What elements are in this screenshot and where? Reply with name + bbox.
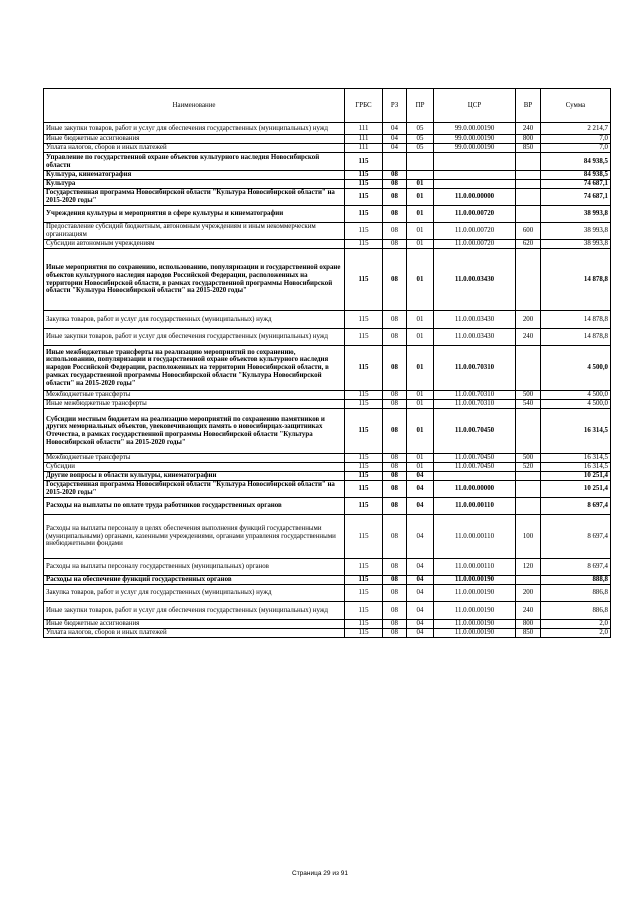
cell-rz: 08 (383, 585, 407, 602)
cell-vr (516, 171, 541, 180)
cell-grbs: 115 (345, 346, 383, 391)
cell-pr (407, 153, 434, 171)
cell-sum: 10 251,4 (541, 481, 611, 498)
cell-sum: 4 500,0 (541, 391, 611, 400)
cell-pr: 01 (407, 206, 434, 223)
cell-csr: 11.0.00.70310 (434, 346, 516, 391)
budget-table (43, 88, 611, 638)
cell-csr: 11.0.00.70450 (434, 409, 516, 454)
cell-sum: 14 878,8 (541, 311, 611, 329)
cell-rz: 08 (383, 206, 407, 223)
header-sum: Сумма (541, 89, 611, 123)
cell-csr: 11.0.00.00720 (434, 223, 516, 240)
cell-csr: 11.0.00.03430 (434, 311, 516, 329)
cell-grbs: 115 (345, 463, 383, 472)
cell-vr: 240 (516, 329, 541, 346)
table-row (44, 180, 611, 189)
cell-rz (383, 153, 407, 171)
cell-rz: 08 (383, 481, 407, 498)
cell-pr: 01 (407, 409, 434, 454)
cell-pr: 01 (407, 311, 434, 329)
table-row (44, 153, 611, 171)
cell-grbs: 115 (345, 602, 383, 620)
cell-pr: 01 (407, 180, 434, 189)
cell-csr: 11.0.00.00190 (434, 629, 516, 638)
cell-csr: 99.0.00.00190 (434, 135, 516, 144)
header-pr: ПР (407, 89, 434, 123)
cell-rz: 08 (383, 602, 407, 620)
cell-grbs: 115 (345, 576, 383, 585)
cell-name: Субсидии местным бюджетам на реализацию мероприятий по сохранению памятников и других мемориальных объектов, увековечивающих память о новосибирцах-защитниках Отечества, в рамках государственной программы Новосибирской области "Культура Новосибирской области" на 2015-2020 годы" (44, 409, 345, 454)
cell-name: Культура (44, 180, 345, 189)
cell-rz: 08 (383, 629, 407, 638)
cell-name: Иные межбюджетные трансферты на реализацию мероприятий по сохранению, использованию, популяризации и государственной охране объектов культурного наследия народов Российской Федерации, расположенных на территории Новосибирской области, в рамках государственной программы Новосибирской области "Культура Новосибирской области" на 2015-2020 годы" (44, 346, 345, 391)
cell-name: Управление по государственной охране объектов культурного наследия Новосибирской области (44, 153, 345, 171)
cell-rz: 04 (383, 144, 407, 153)
cell-sum: 16 314,5 (541, 409, 611, 454)
cell-sum: 38 993,8 (541, 240, 611, 249)
table-row (44, 206, 611, 223)
cell-name: Иные бюджетные ассигнования (44, 620, 345, 629)
cell-csr: 11.0.00.70310 (434, 391, 516, 400)
cell-vr (516, 189, 541, 206)
cell-name: Закупка товаров, работ и услуг для государственных (муниципальных) нужд (44, 311, 345, 329)
cell-rz: 08 (383, 189, 407, 206)
cell-vr: 850 (516, 144, 541, 153)
cell-pr: 04 (407, 585, 434, 602)
cell-grbs: 115 (345, 180, 383, 189)
cell-vr: 540 (516, 400, 541, 409)
cell-grbs: 111 (345, 144, 383, 153)
cell-grbs: 115 (345, 400, 383, 409)
cell-sum: 16 314,5 (541, 463, 611, 472)
cell-sum: 2 214,7 (541, 123, 611, 135)
cell-name: Иные закупки товаров, работ и услуг для обеспечения государственных (муниципальных) нужд (44, 123, 345, 135)
cell-vr: 800 (516, 620, 541, 629)
cell-grbs: 115 (345, 585, 383, 602)
cell-csr (434, 472, 516, 481)
cell-vr: 500 (516, 454, 541, 463)
cell-vr: 850 (516, 629, 541, 638)
cell-grbs: 115 (345, 329, 383, 346)
cell-vr: 520 (516, 463, 541, 472)
cell-vr: 240 (516, 602, 541, 620)
cell-vr (516, 346, 541, 391)
cell-name: Учреждения культуры и мероприятия в сфере культуры и кинематографии (44, 206, 345, 223)
cell-pr (407, 171, 434, 180)
cell-csr (434, 153, 516, 171)
cell-pr: 05 (407, 135, 434, 144)
cell-grbs: 111 (345, 123, 383, 135)
cell-rz: 08 (383, 454, 407, 463)
table-body (44, 123, 611, 638)
table-row (44, 189, 611, 206)
cell-rz: 08 (383, 311, 407, 329)
cell-name: Уплата налогов, сборов и иных платежей (44, 144, 345, 153)
cell-sum: 4 500,0 (541, 400, 611, 409)
cell-name: Иные закупки товаров, работ и услуг для обеспечения государственных (муниципальных) нужд (44, 329, 345, 346)
cell-rz: 08 (383, 346, 407, 391)
cell-name: Иные закупки товаров, работ и услуг для обеспечения государственных (муниципальных) нужд (44, 602, 345, 620)
cell-vr: 200 (516, 585, 541, 602)
header-grbs: ГРБС (345, 89, 383, 123)
cell-csr: 11.0.00.70310 (434, 400, 516, 409)
cell-csr: 11.0.00.00000 (434, 189, 516, 206)
cell-name: Закупка товаров, работ и услуг для государственных (муниципальных) нужд (44, 585, 345, 602)
cell-sum: 74 687,1 (541, 189, 611, 206)
table-row (44, 472, 611, 481)
cell-pr: 04 (407, 472, 434, 481)
cell-pr: 04 (407, 498, 434, 515)
cell-grbs: 115 (345, 189, 383, 206)
cell-name: Предоставление субсидий бюджетным, автономным учреждениям и иным некоммерческим организациям (44, 223, 345, 240)
cell-pr: 01 (407, 391, 434, 400)
table-row (44, 123, 611, 135)
cell-sum: 38 993,8 (541, 223, 611, 240)
cell-name: Культура, кинематография (44, 171, 345, 180)
table-row (44, 391, 611, 400)
cell-grbs: 115 (345, 153, 383, 171)
cell-grbs: 115 (345, 454, 383, 463)
cell-pr: 04 (407, 515, 434, 559)
cell-csr: 11.0.00.70450 (434, 463, 516, 472)
cell-grbs: 115 (345, 472, 383, 481)
cell-rz: 08 (383, 329, 407, 346)
cell-csr: 11.0.00.03430 (434, 249, 516, 311)
cell-csr: 99.0.00.00190 (434, 144, 516, 153)
cell-vr: 620 (516, 240, 541, 249)
cell-grbs: 115 (345, 240, 383, 249)
cell-pr: 04 (407, 559, 434, 576)
cell-csr: 11.0.00.00190 (434, 602, 516, 620)
cell-csr: 11.0.00.00000 (434, 481, 516, 498)
cell-name: Расходы на выплаты персоналу в целях обеспечения выполнения функций государственными (муниципальными) органами, казенными учреждениями, органами управления государственными внебюджетными фондами (44, 515, 345, 559)
cell-sum: 2,0 (541, 620, 611, 629)
cell-sum: 8 697,4 (541, 559, 611, 576)
header-rz: РЗ (383, 89, 407, 123)
cell-name: Иные бюджетные ассигнования (44, 135, 345, 144)
cell-csr (434, 171, 516, 180)
cell-sum: 84 938,5 (541, 171, 611, 180)
cell-grbs: 115 (345, 171, 383, 180)
table-row (44, 620, 611, 629)
cell-sum: 2,0 (541, 629, 611, 638)
cell-rz: 08 (383, 391, 407, 400)
cell-sum: 38 993,8 (541, 206, 611, 223)
cell-sum: 74 687,1 (541, 180, 611, 189)
cell-rz: 08 (383, 223, 407, 240)
cell-csr: 11.0.00.00190 (434, 585, 516, 602)
table-row (44, 576, 611, 585)
cell-pr: 01 (407, 189, 434, 206)
cell-vr: 120 (516, 559, 541, 576)
cell-grbs: 115 (345, 559, 383, 576)
header-csr: ЦСР (434, 89, 516, 123)
cell-name: Уплата налогов, сборов и иных платежей (44, 629, 345, 638)
cell-sum: 886,8 (541, 602, 611, 620)
cell-vr: 500 (516, 391, 541, 400)
table-row (44, 481, 611, 498)
table-row (44, 135, 611, 144)
cell-pr: 05 (407, 144, 434, 153)
cell-grbs: 115 (345, 515, 383, 559)
cell-name: Расходы на выплаты по оплате труда работников государственных органов (44, 498, 345, 515)
cell-rz: 08 (383, 409, 407, 454)
cell-name: Субсидии автономным учреждениям (44, 240, 345, 249)
cell-name: Расходы на выплаты персоналу государственных (муниципальных) органов (44, 559, 345, 576)
header-name: Наименование (44, 89, 345, 123)
cell-pr: 01 (407, 463, 434, 472)
cell-grbs: 115 (345, 629, 383, 638)
cell-pr: 01 (407, 346, 434, 391)
cell-grbs: 115 (345, 620, 383, 629)
cell-rz: 08 (383, 463, 407, 472)
cell-pr: 04 (407, 481, 434, 498)
cell-sum: 14 878,8 (541, 249, 611, 311)
table-row (44, 400, 611, 409)
cell-csr: 11.0.00.00190 (434, 620, 516, 629)
cell-sum: 16 314,5 (541, 454, 611, 463)
cell-rz: 08 (383, 576, 407, 585)
cell-rz: 08 (383, 400, 407, 409)
cell-name: Субсидии (44, 463, 345, 472)
cell-grbs: 115 (345, 311, 383, 329)
cell-name: Межбюджетные трансферты (44, 454, 345, 463)
cell-sum: 8 697,4 (541, 498, 611, 515)
table-row (44, 629, 611, 638)
cell-vr (516, 409, 541, 454)
table-row (44, 311, 611, 329)
table-row (44, 454, 611, 463)
cell-pr: 01 (407, 240, 434, 249)
cell-name: Расходы на обеспечение функций государственных органов (44, 576, 345, 585)
table-row (44, 515, 611, 559)
cell-csr: 11.0.00.00110 (434, 515, 516, 559)
table-row (44, 249, 611, 311)
table-row (44, 240, 611, 249)
cell-name: Иные мероприятия по сохранению, использованию, популяризации и государственной охране объектов культурного наследия народов Российской Федерации, расположенных на территории Новосибирской области, в рамках государственной программы Новосибирской области "Культура Новосибирской области" на 2015-2020 годы" (44, 249, 345, 311)
table-header-row (44, 89, 611, 123)
cell-grbs: 115 (345, 391, 383, 400)
cell-csr: 99.0.00.00190 (434, 123, 516, 135)
cell-vr (516, 576, 541, 585)
cell-rz: 08 (383, 515, 407, 559)
table-row (44, 171, 611, 180)
cell-pr: 01 (407, 400, 434, 409)
cell-sum: 7,0 (541, 144, 611, 153)
cell-csr: 11.0.00.00110 (434, 559, 516, 576)
cell-pr: 01 (407, 249, 434, 311)
cell-pr: 05 (407, 123, 434, 135)
cell-name: Государственная программа Новосибирской области "Культура Новосибирской области" на 2015-2020 годы" (44, 481, 345, 498)
cell-pr: 04 (407, 602, 434, 620)
cell-sum: 7,0 (541, 135, 611, 144)
cell-sum: 10 251,4 (541, 472, 611, 481)
table-row (44, 346, 611, 391)
cell-vr (516, 206, 541, 223)
table-row (44, 585, 611, 602)
cell-csr: 11.0.00.00720 (434, 206, 516, 223)
cell-rz: 08 (383, 249, 407, 311)
cell-csr: 11.0.00.00720 (434, 240, 516, 249)
cell-csr: 11.0.00.00190 (434, 576, 516, 585)
cell-vr (516, 180, 541, 189)
cell-pr: 04 (407, 620, 434, 629)
page-number: Страница 29 из 91 (292, 870, 348, 877)
cell-vr: 100 (516, 515, 541, 559)
table-row (44, 223, 611, 240)
cell-csr: 11.0.00.70450 (434, 454, 516, 463)
cell-grbs: 111 (345, 135, 383, 144)
header-vr: ВР (516, 89, 541, 123)
table-row (44, 498, 611, 515)
cell-csr: 11.0.00.00110 (434, 498, 516, 515)
cell-vr: 800 (516, 135, 541, 144)
cell-pr: 01 (407, 329, 434, 346)
cell-csr (434, 180, 516, 189)
cell-vr: 240 (516, 123, 541, 135)
cell-sum: 886,8 (541, 585, 611, 602)
cell-sum: 84 938,5 (541, 153, 611, 171)
cell-rz: 08 (383, 559, 407, 576)
cell-name: Другие вопросы в области культуры, кинематографии (44, 472, 345, 481)
cell-pr: 04 (407, 576, 434, 585)
cell-rz: 04 (383, 123, 407, 135)
cell-rz: 08 (383, 171, 407, 180)
table-row (44, 463, 611, 472)
cell-vr: 200 (516, 311, 541, 329)
cell-vr (516, 249, 541, 311)
cell-grbs: 115 (345, 206, 383, 223)
cell-pr: 01 (407, 223, 434, 240)
cell-rz: 08 (383, 180, 407, 189)
cell-rz: 08 (383, 472, 407, 481)
cell-pr: 04 (407, 629, 434, 638)
cell-rz: 08 (383, 498, 407, 515)
cell-pr: 01 (407, 454, 434, 463)
cell-rz: 08 (383, 620, 407, 629)
cell-grbs: 115 (345, 498, 383, 515)
table-row (44, 329, 611, 346)
table-row (44, 144, 611, 153)
cell-name: Государственная программа Новосибирской области "Культура Новосибирской области" на 2015-2020 годы" (44, 189, 345, 206)
cell-vr (516, 153, 541, 171)
cell-grbs: 115 (345, 481, 383, 498)
cell-grbs: 115 (345, 223, 383, 240)
cell-rz: 08 (383, 240, 407, 249)
cell-grbs: 115 (345, 409, 383, 454)
cell-vr (516, 481, 541, 498)
cell-sum: 888,8 (541, 576, 611, 585)
table-row (44, 559, 611, 576)
cell-sum: 8 697,4 (541, 515, 611, 559)
table-row (44, 409, 611, 454)
cell-sum: 4 500,0 (541, 346, 611, 391)
cell-csr: 11.0.00.03430 (434, 329, 516, 346)
cell-sum: 14 878,8 (541, 329, 611, 346)
cell-grbs: 115 (345, 249, 383, 311)
cell-vr (516, 472, 541, 481)
table-row (44, 602, 611, 620)
cell-rz: 04 (383, 135, 407, 144)
cell-vr (516, 498, 541, 515)
cell-name: Иные межбюджетные трансферты (44, 400, 345, 409)
cell-vr: 600 (516, 223, 541, 240)
cell-name: Межбюджетные трансферты (44, 391, 345, 400)
